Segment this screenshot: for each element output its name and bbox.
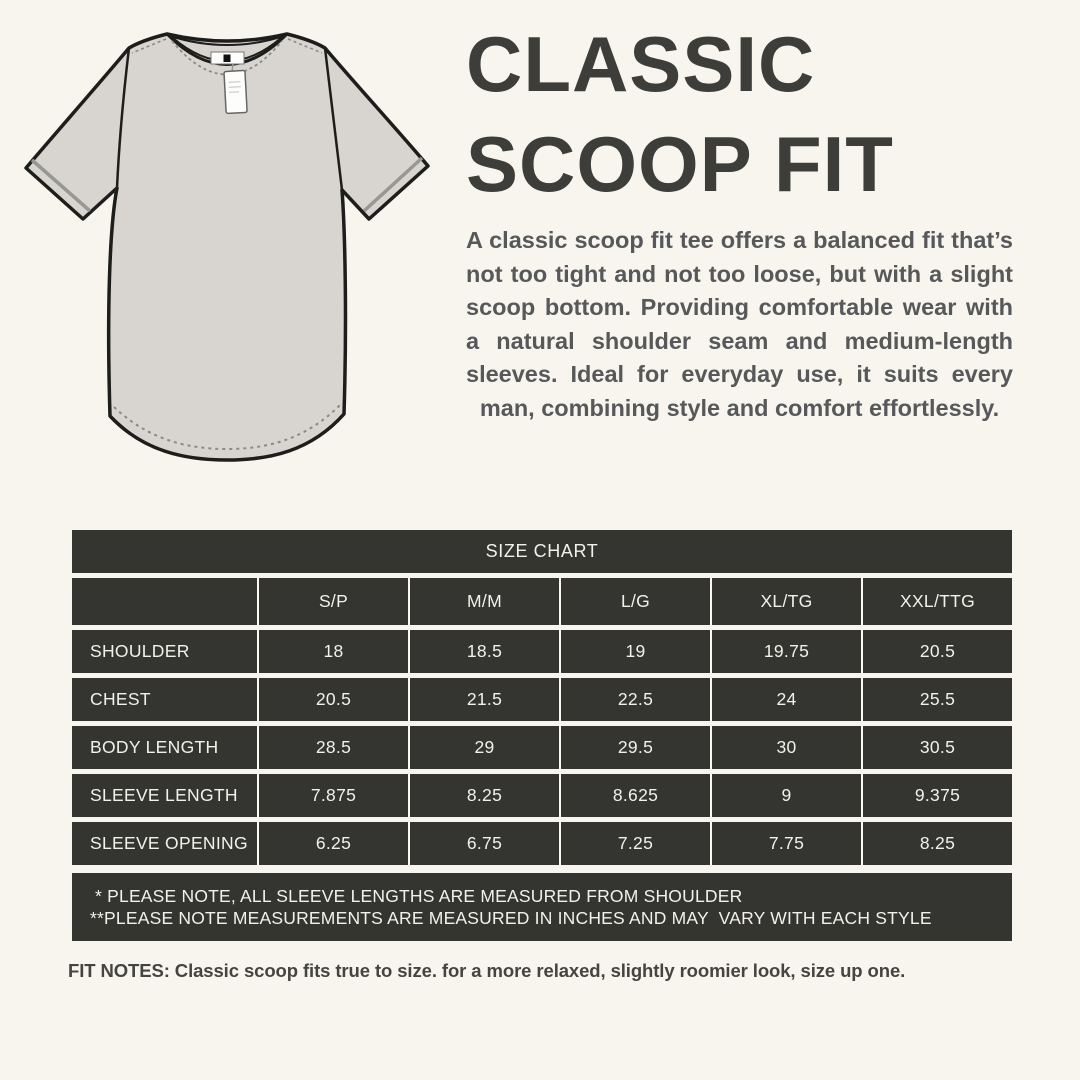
value-cell: 25.5	[861, 678, 1012, 721]
hang-tag	[224, 70, 247, 113]
tshirt-flat-sketch	[8, 8, 448, 486]
value-cell: 24	[710, 678, 861, 721]
value-cell: 9	[710, 774, 861, 817]
value-cell: 30.5	[861, 726, 1012, 769]
row-label: CHEST	[72, 678, 257, 721]
note-line-2: **PLEASE NOTE MEASUREMENTS ARE MEASURED IN INCHES AND MAY VARY WITH EACH STYLE	[90, 908, 932, 928]
header-empty-cell	[72, 578, 257, 625]
row-label: SHOULDER	[72, 630, 257, 673]
value-cell: 30	[710, 726, 861, 769]
note-line-1: * PLEASE NOTE, ALL SLEEVE LENGTHS ARE MEASURED FROM SHOULDER	[90, 886, 743, 906]
value-cell: 7.75	[710, 822, 861, 865]
value-cell: 7.25	[559, 822, 710, 865]
title-line-2: SCOOP FIT	[466, 120, 894, 208]
value-cell: 29	[408, 726, 559, 769]
value-cell: 8.25	[861, 822, 1012, 865]
value-cell: 21.5	[408, 678, 559, 721]
value-cell: 6.75	[408, 822, 559, 865]
value-cell: 29.5	[559, 726, 710, 769]
header-size-xxlttg: XXL/TTG	[861, 578, 1012, 625]
value-cell: 18	[257, 630, 408, 673]
fit-notes: FIT NOTES: Classic scoop fits true to size. for a more relaxed, slightly roomier look, size up one.	[68, 960, 906, 981]
value-cell: 22.5	[559, 678, 710, 721]
tshirt-illustration	[8, 8, 448, 486]
value-cell: 8.625	[559, 774, 710, 817]
size-chart-table	[72, 530, 1012, 865]
measurement-notes	[72, 873, 1012, 941]
value-cell: 9.375	[861, 774, 1012, 817]
value-cell: 19	[559, 630, 710, 673]
row-label: SLEEVE OPENING	[72, 822, 257, 865]
size-chart-title: SIZE CHART	[72, 530, 1012, 573]
header-size-sp: S/P	[257, 578, 408, 625]
value-cell: 28.5	[257, 726, 408, 769]
value-cell: 19.75	[710, 630, 861, 673]
product-description: A classic scoop fit tee offers a balanced fit that’s not too tight and not too loose, but with a slight scoop bottom. Providing comfortable wear with a natural shoulder seam and medium-length sleeves. Ideal for everyday use, it suits every man, combining style and comfort effortlessly.	[466, 227, 1013, 421]
page-title	[466, 14, 1014, 214]
value-cell: 20.5	[861, 630, 1012, 673]
row-label: SLEEVE LENGTH	[72, 774, 257, 817]
value-cell: 7.875	[257, 774, 408, 817]
value-cell: 8.25	[408, 774, 559, 817]
neck-label-mark	[224, 55, 231, 63]
value-cell: 6.25	[257, 822, 408, 865]
header-size-xltg: XL/TG	[710, 578, 861, 625]
size-chart-grid	[72, 578, 1012, 865]
title-line-1: CLASSIC	[466, 20, 816, 108]
header-size-mm: M/M	[408, 578, 559, 625]
header-size-lg: L/G	[559, 578, 710, 625]
row-label: BODY LENGTH	[72, 726, 257, 769]
value-cell: 20.5	[257, 678, 408, 721]
value-cell: 18.5	[408, 630, 559, 673]
